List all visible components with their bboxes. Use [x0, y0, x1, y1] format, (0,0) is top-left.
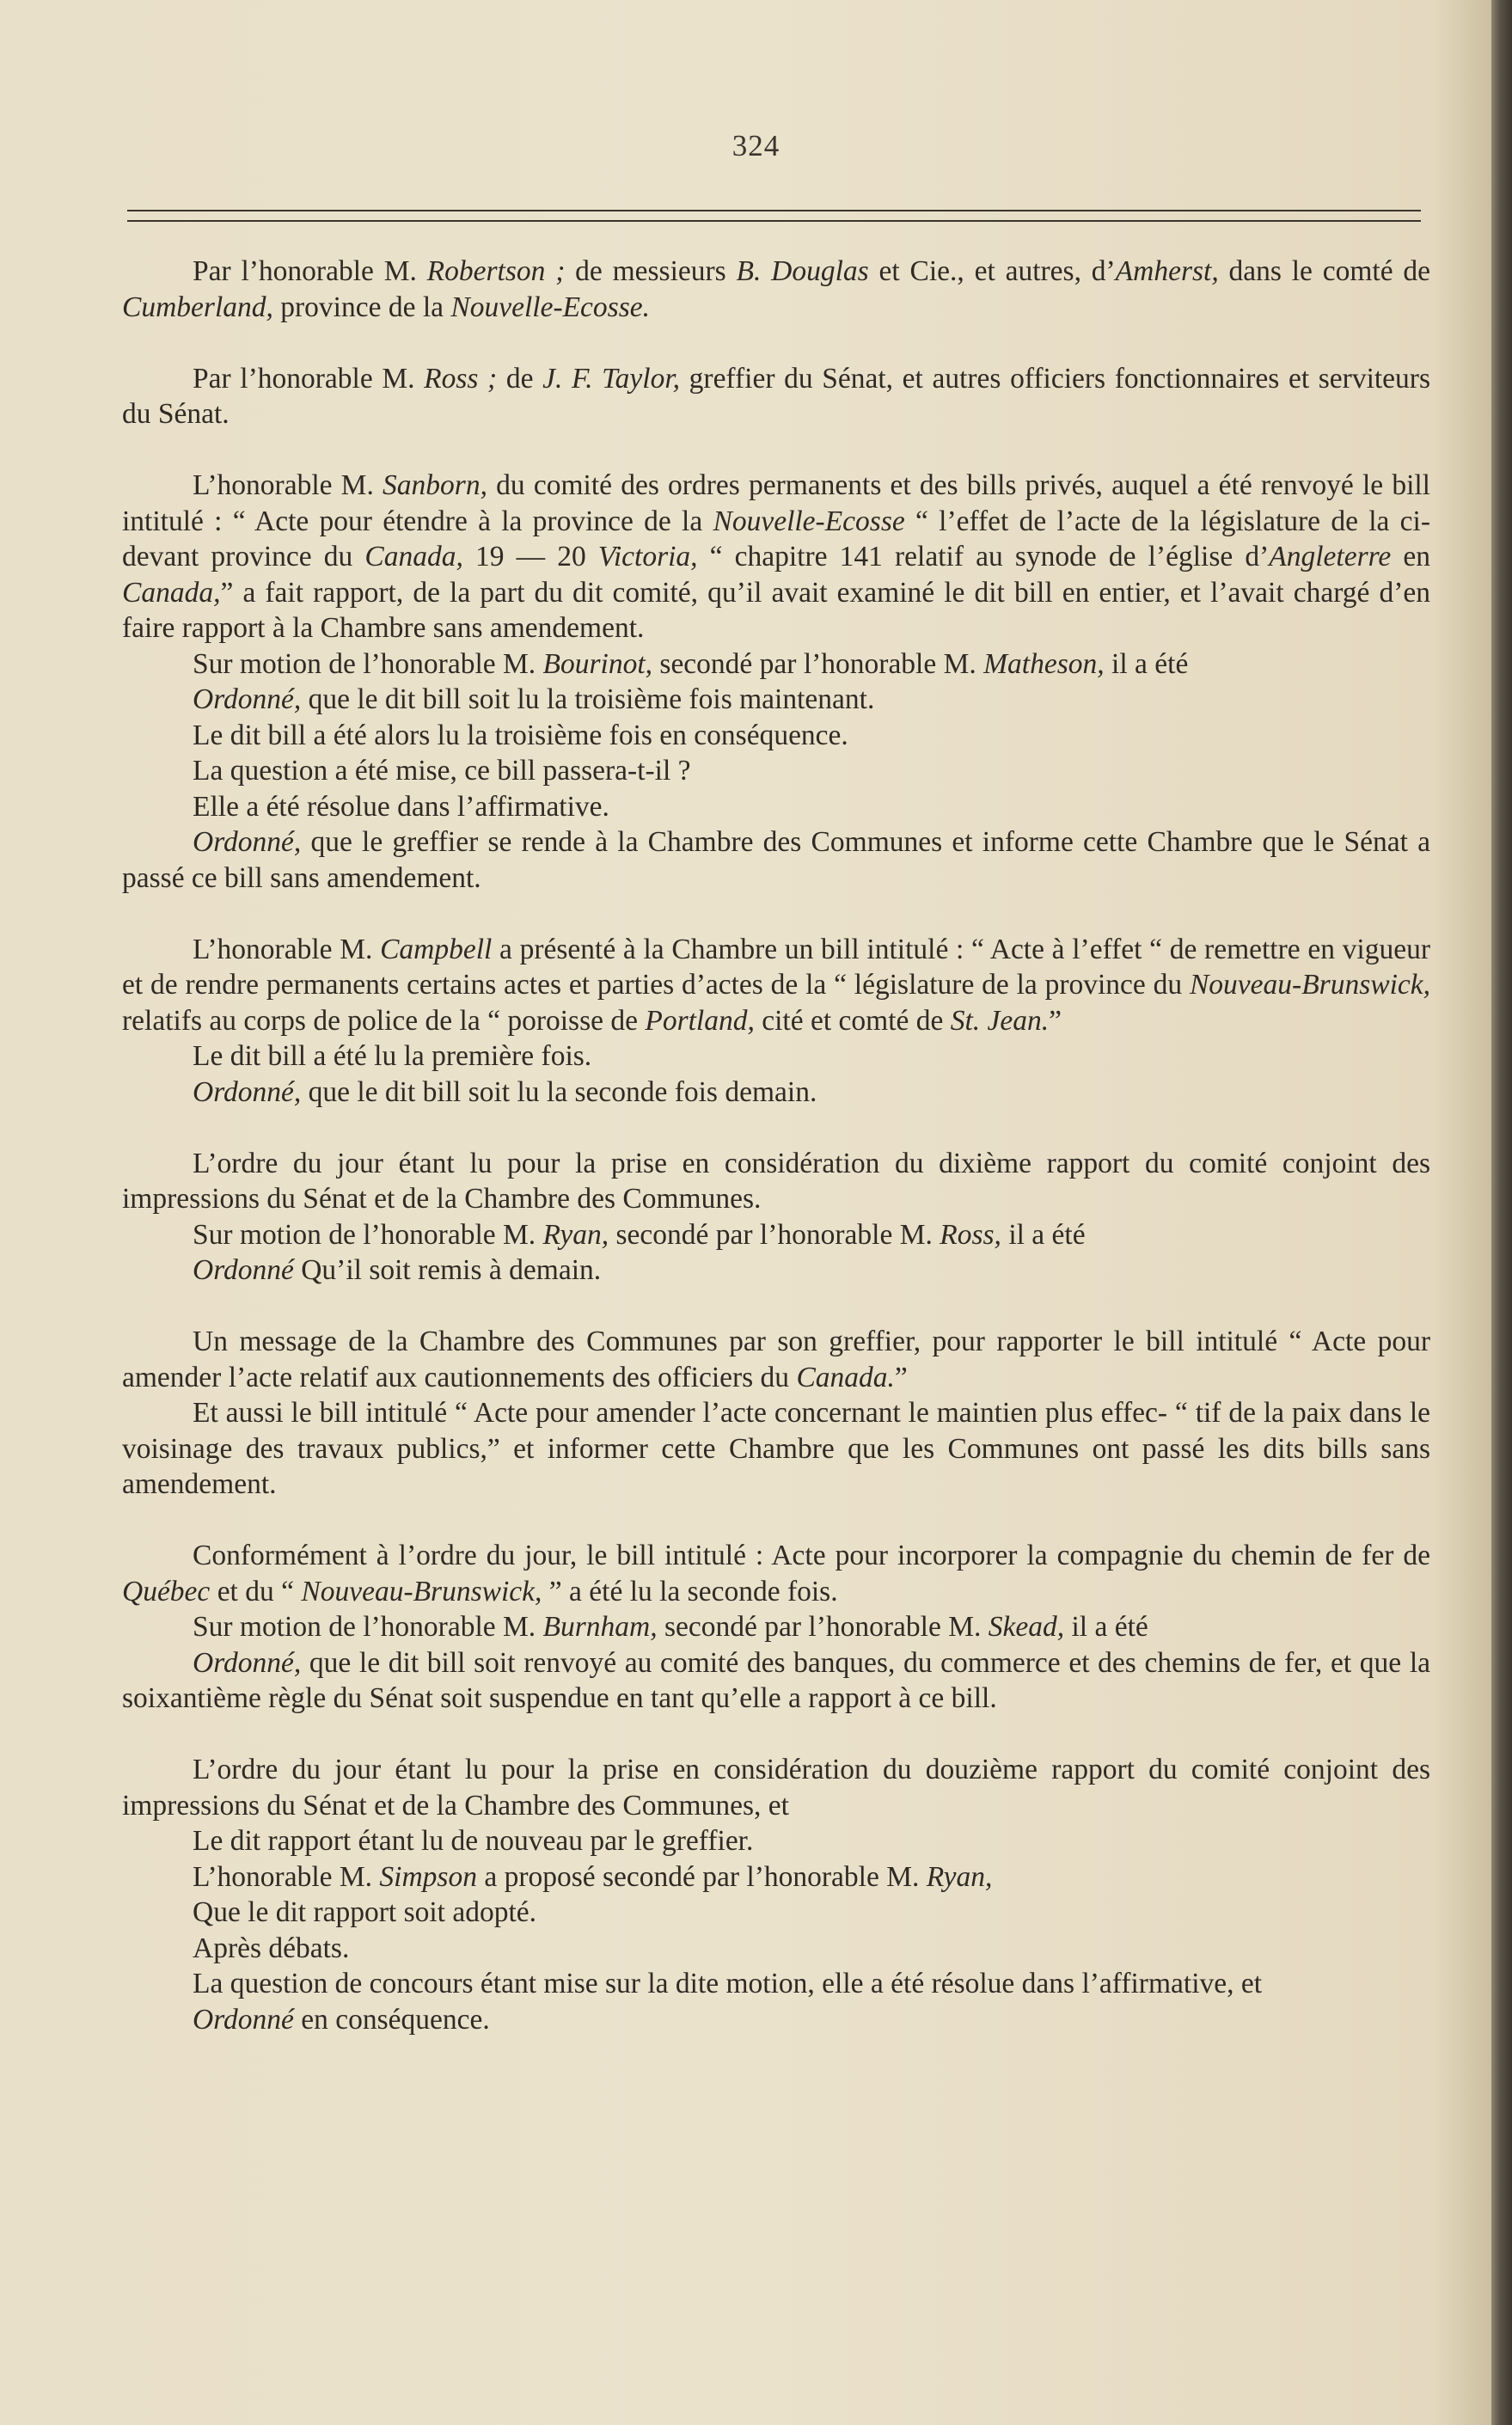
paragraph-p17 — [122, 1395, 1430, 1503]
text-run: 19 — 20 — [462, 541, 598, 573]
italic-run: Nouvelle-Ecosse — [713, 505, 905, 537]
text-run: dans le comté de — [1218, 255, 1430, 287]
text-run: et Cie., et autres, d’ — [868, 255, 1116, 287]
paragraph-p24 — [122, 1895, 1430, 1931]
text-run: ” — [1049, 1004, 1062, 1037]
italic-run: Ryan, — [926, 1860, 993, 1893]
paragraph-p18 — [122, 1538, 1430, 1609]
paragraph-p20 — [122, 1645, 1430, 1717]
paragraph-p4 — [122, 646, 1430, 683]
italic-run: Ross, — [940, 1218, 1001, 1251]
paragraph-p3 — [122, 468, 1430, 646]
text-run: Après débats. — [193, 1932, 350, 1964]
text-run: relatifs au corps de police de la “ poroisse de — [122, 1004, 646, 1037]
italic-run: Skead, — [988, 1611, 1065, 1643]
italic-run: Ordonné, — [193, 1075, 302, 1108]
text-run: L’ordre du jour étant lu pour la prise en considération du douzième rapport du comité conjoint des impressions du Sénat et de la Chambre des Communes, et — [122, 1754, 1430, 1822]
text-run: que le greffier se rende à la Chambre des Communes et informe cette Chambre que le Sénat a passé ce bill sans amendement. — [122, 826, 1430, 894]
paragraph-p14 — [122, 1217, 1430, 1253]
text-run: que le dit bill soit lu la seconde fois demain. — [301, 1075, 817, 1108]
text-run: Sur motion de l’honorable M. — [193, 647, 543, 680]
italic-run: Canada, — [122, 576, 221, 609]
paragraph-p9 — [122, 824, 1430, 896]
text-run: La question de concours étant mise sur la dite motion, elle a été résolue dans l’affirmative, et — [193, 1968, 1263, 1999]
paragraph-p25 — [122, 1931, 1430, 1967]
text-run: il a été — [1064, 1611, 1148, 1643]
paragraph-p11 — [122, 1038, 1430, 1075]
text-run: Sur motion de l’honorable M. — [193, 1218, 543, 1251]
italic-run: Ross ; — [424, 362, 498, 395]
italic-run: Sanborn, — [383, 469, 487, 501]
italic-run: St. Jean. — [950, 1004, 1050, 1037]
text-run: L’honorable M. — [193, 1860, 380, 1893]
paragraph-p16 — [122, 1324, 1430, 1395]
text-run: en — [1391, 541, 1431, 573]
paragraph-p21 — [122, 1752, 1430, 1823]
italic-run: Ordonné — [193, 2003, 294, 2036]
paragraph-p13 — [122, 1146, 1430, 1217]
italic-run: Amherst, — [1115, 255, 1219, 287]
text-run: Sur motion de l’honorable M. — [193, 1611, 543, 1643]
italic-run: Simpson — [379, 1860, 477, 1893]
paragraph-p8 — [122, 789, 1430, 825]
text-run: secondé par l’honorable M. — [652, 647, 984, 680]
text-run: a présenté à la Chambre un bill intitulé : “ Acte à l’effet “ de remettre en vigueur et de rendre permanents certains actes et parties d’actes de la “ législature de la province du — [122, 933, 1430, 1001]
italic-run: Portland, — [645, 1004, 755, 1037]
text-run: que le dit bill soit lu la troisième fois maintenant. — [301, 683, 875, 715]
italic-run: Robertson ; — [426, 255, 566, 287]
italic-run: Nouveau-Brunswick, — [1189, 969, 1430, 1001]
text-run: L’ordre du jour étant lu pour la prise en considération du dixième rapport du comité conjoint des impressions du Sénat et de la Chambre des Communes. — [122, 1147, 1430, 1215]
text-run: a proposé secondé par l’honorable M. — [476, 1860, 927, 1893]
text-run: en conséquence. — [293, 2003, 490, 2036]
text-run: ” a été lu la seconde fois. — [542, 1575, 838, 1607]
text-run: L’honorable M. — [193, 469, 383, 501]
italic-run: Bourinot, — [542, 647, 653, 680]
text-run: Un message de la Chambre des Communes par son greffier, pour rapporter le bill intitulé “ Acte pour amender l’acte relatif aux cautionnements des officiers du — [122, 1326, 1430, 1393]
italic-run: Canada. — [796, 1361, 895, 1393]
italic-run: Victoria, — [597, 541, 698, 573]
text-run: Le dit bill a été lu la première fois. — [193, 1040, 592, 1072]
italic-run: Burnham, — [542, 1611, 658, 1643]
italic-run: Matheson, — [983, 647, 1105, 680]
text-run: greffier du Sénat, et autres officiers fonctionnaires et serviteurs du Sénat. — [122, 362, 1430, 430]
page-number: 324 — [732, 129, 780, 162]
text-run: Par l’honorable M. — [193, 255, 427, 287]
paragraph-p6 — [122, 718, 1430, 754]
italic-run: Ordonné, — [193, 1646, 302, 1679]
text-run: Et aussi le bill intitulé “ Acte pour amender l’acte concernant le maintien plus effec- “ tif de la paix dans le voisinage des travaux publics,” et informer cette Chambre que les Communes ont passé les dits bills sans amendement. — [122, 1397, 1430, 1500]
header-double-rule — [127, 210, 1421, 222]
paragraph-p10 — [122, 932, 1430, 1039]
italic-run: Ordonné, — [193, 826, 302, 858]
italic-run: Canada, — [364, 541, 463, 573]
paragraph-p7 — [122, 753, 1430, 789]
text-run: il a été — [1104, 647, 1189, 680]
text-run: de — [497, 362, 543, 395]
italic-run: Ordonné, — [193, 683, 302, 715]
paragraph-p26 — [122, 1966, 1430, 2002]
italic-run: J. F. Taylor, — [542, 362, 681, 395]
text-run: Le dit rapport étant lu de nouveau par le greffier. — [193, 1825, 754, 1857]
text-run: cité et comté de — [754, 1004, 951, 1037]
paragraph-p19 — [122, 1609, 1430, 1645]
text-run: Elle a été résolue dans l’affirmative. — [193, 790, 609, 823]
italic-run: Cumberland, — [122, 291, 273, 323]
italic-run: B. Douglas — [736, 255, 869, 287]
text-run: Par l’honorable M. — [193, 362, 425, 395]
paragraph-p23 — [122, 1859, 1430, 1895]
italic-run: Ordonné — [193, 1254, 294, 1286]
text-run: que le dit bill soit renvoyé au comité des banques, du commerce et des chemins de fer, et que la soixantième règle du Sénat soit suspendue en tant qu’elle a rapport à ce bill. — [122, 1646, 1430, 1714]
text-run: il a été — [1001, 1218, 1086, 1251]
italic-run: Nouveau-Brunswick, — [301, 1575, 542, 1607]
text-run: Que le dit rapport soit adopté. — [193, 1896, 537, 1928]
text-run: “ chapitre 141 relatif au synode de l’église d’ — [697, 541, 1270, 573]
italic-run: Québec — [122, 1575, 211, 1607]
text-run: L’honorable M. — [193, 933, 381, 965]
italic-run: Ryan, — [542, 1218, 609, 1251]
text-run: “ l’effet de l’acte de la législature de la ci-devant province du — [122, 505, 1430, 573]
text-run: secondé par l’honorable M. — [609, 1218, 940, 1251]
text-run: et du “ — [210, 1575, 302, 1607]
paragraph-p2 — [122, 361, 1430, 432]
book-binding-edge — [1491, 0, 1512, 2425]
paragraph-p5 — [122, 682, 1430, 718]
paragraph-p22 — [122, 1823, 1430, 1859]
paragraph-p15 — [122, 1252, 1430, 1289]
text-run: Conformément à l’ordre du jour, le bill intitulé : Acte pour incorporer la compagnie du chemin de fer de — [193, 1540, 1430, 1571]
text-run: province de la — [272, 291, 451, 323]
paragraph-p27 — [122, 2002, 1430, 2038]
text-run: ” — [894, 1361, 908, 1393]
text-run: du comité des ordres permanents et des bills privés, auquel a été renvoyé le bill intitulé : “ Acte pour étendre à la province de la — [122, 469, 1430, 537]
paragraph-p1 — [122, 254, 1430, 325]
italic-run: Nouvelle-Ecosse. — [450, 291, 650, 323]
text-run: ” a fait rapport, de la part du dit comité, qu’il avait examiné le dit bill en entier, et l’avait chargé d’en faire rapport à la Chambre sans amendement. — [122, 576, 1430, 644]
text-run: secondé par l’honorable M. — [657, 1611, 989, 1643]
text-run: La question a été mise, ce bill passera-t-il ? — [193, 755, 691, 787]
text-run: Le dit bill a été alors lu la troisième fois en conséquence. — [193, 719, 848, 751]
italic-run: Angleterre — [1269, 541, 1392, 573]
italic-run: Campbell — [380, 933, 493, 965]
paragraph-p12 — [122, 1075, 1430, 1111]
text-run: de messieurs — [565, 255, 737, 287]
text-run: Qu’il soit remis à demain. — [293, 1254, 602, 1286]
document-body — [122, 254, 1430, 2037]
